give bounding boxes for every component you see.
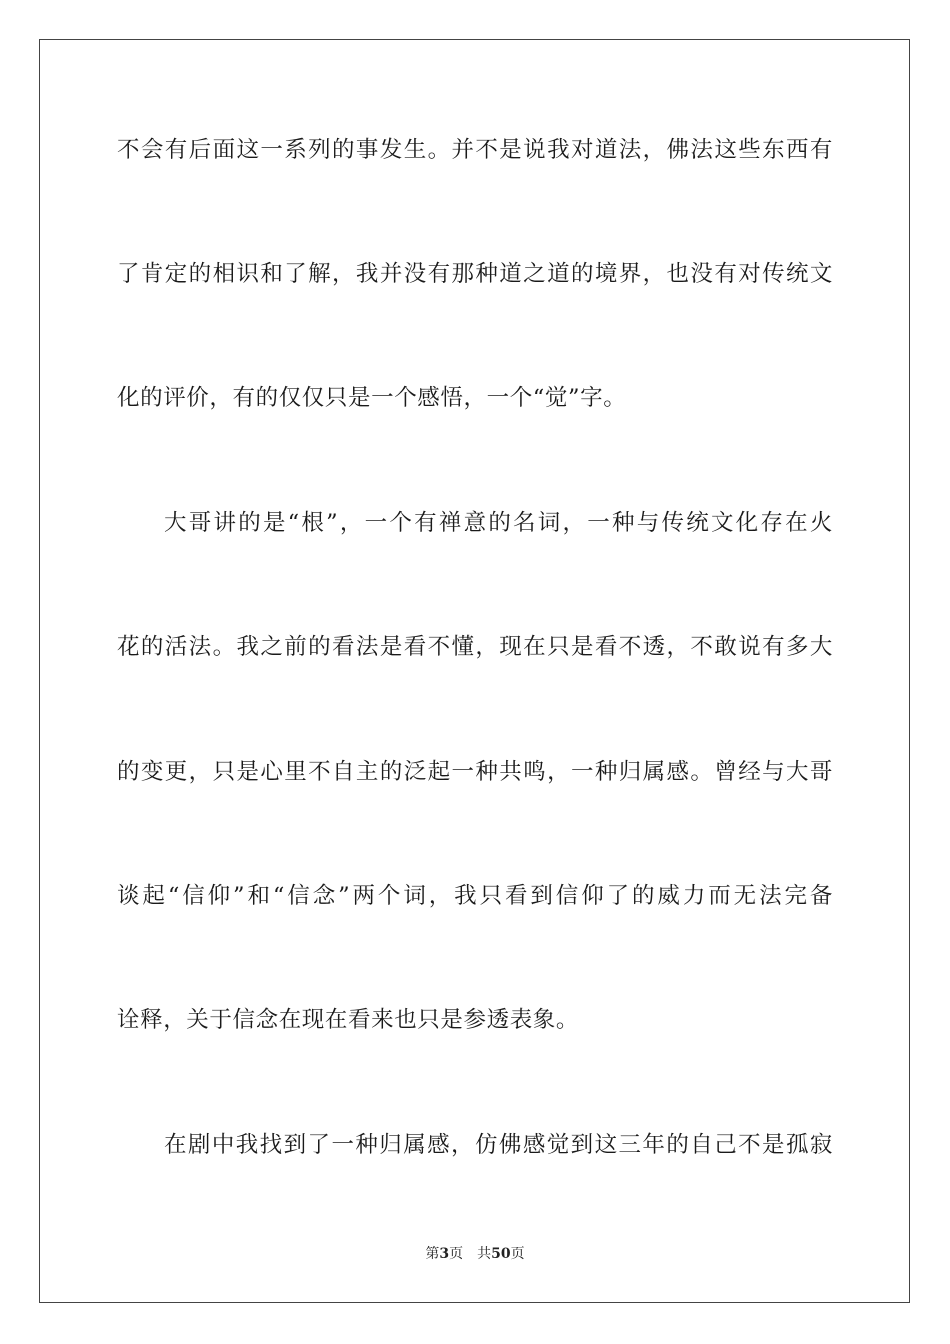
page-footer <box>0 1244 950 1264</box>
text-line-8: 诠释，关于信念在现在看来也只是参透表象。 <box>117 1007 580 1033</box>
text-line-1: 不会有后面这一系列的事发生。并不是说我对道法，佛法这些东西有 <box>117 137 833 163</box>
text-line-4: 大哥讲的是“根”，一个有禅意的名词，一种与传统文化存在火 <box>164 510 833 536</box>
page-border <box>39 39 910 1303</box>
text-line-6: 的变更，只是心里不自主的泛起一种共鸣，一种归属感。曾经与大哥 <box>117 759 833 785</box>
page-suffix: 页 <box>449 1246 464 1262</box>
text-line-9: 在剧中我找到了一种归属感，仿佛感觉到这三年的自己不是孤寂 <box>164 1132 833 1158</box>
page-number: 3 <box>439 1246 450 1262</box>
page-prefix: 第 <box>425 1246 440 1262</box>
text-line-5: 花的活法。我之前的看法是看不懂，现在只是看不透，不敢说有多大 <box>117 634 833 660</box>
text-line-2: 了肯定的相识和了解，我并没有那种道之道的境界，也没有对传统文 <box>117 261 833 287</box>
text-line-3: 化的评价，有的仅仅只是一个感悟，一个“觉”字。 <box>117 385 627 411</box>
text-line-7: 谈起“信仰”和“信念”两个词，我只看到信仰了的威力而无法完备 <box>117 883 833 909</box>
total-prefix: 共 <box>477 1246 492 1262</box>
total-pages: 50 <box>491 1246 511 1262</box>
total-suffix: 页 <box>510 1246 525 1262</box>
